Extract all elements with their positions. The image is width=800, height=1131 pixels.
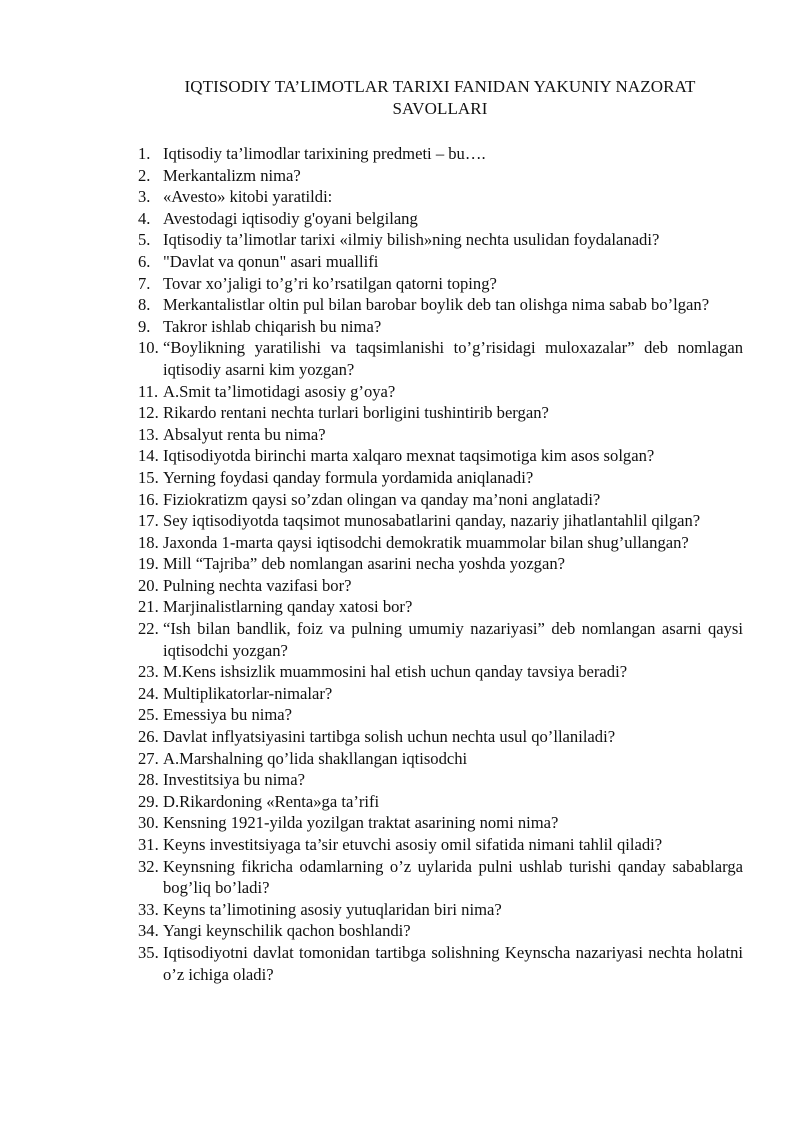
question-number: 18. bbox=[138, 532, 159, 552]
question-text: A.Marshalning qo’lida shakllangan iqtisodchi bbox=[163, 748, 468, 768]
question-item bbox=[0, 251, 800, 273]
question-item bbox=[0, 553, 800, 575]
question-number: 22. bbox=[138, 619, 159, 639]
question-text: Iqtisodiy ta’limotlar tarixi «ilmiy bilish»ning nechta usulidan foydalanadi? bbox=[163, 230, 660, 250]
question-item bbox=[0, 920, 800, 942]
question-text: A.Smit ta’limotidagi asosiy g’oya? bbox=[163, 381, 396, 401]
question-text: Davlat inflyatsiyasini tartibga solish uchun nechta usul qo’llaniladi? bbox=[163, 727, 616, 747]
question-item bbox=[0, 424, 800, 446]
question-item bbox=[0, 899, 800, 921]
question-number: 12. bbox=[138, 403, 159, 423]
question-text: Investitsiya bu nima? bbox=[163, 770, 305, 790]
question-item bbox=[0, 294, 800, 316]
question-item bbox=[0, 208, 800, 230]
question-text: Tovar xo’jaligi to’g’ri ko’rsatilgan qatorni toping? bbox=[163, 273, 497, 293]
question-text: Iqtisodiyotni davlat tomonidan tartibga solishning Keynscha nazariyasi nechta holatni o’z ichiga oladi? bbox=[163, 942, 743, 984]
question-number: 34. bbox=[138, 921, 159, 941]
question-item bbox=[0, 489, 800, 511]
question-item bbox=[0, 575, 800, 597]
question-text: Keyns ta’limotining asosiy yutuqlaridan biri nima? bbox=[163, 899, 502, 919]
question-text: Merkantalistlar oltin pul bilan barobar boylik deb tan olishga nima sabab bo’lgan? bbox=[163, 295, 710, 315]
question-text: Emessiya bu nima? bbox=[163, 705, 293, 725]
question-number: 13. bbox=[138, 424, 159, 444]
question-item bbox=[0, 337, 800, 380]
question-text: Yerning foydasi qanday formula yordamida aniqlanadi? bbox=[163, 467, 534, 487]
question-item bbox=[0, 186, 800, 208]
question-item bbox=[0, 165, 800, 187]
question-number: 14. bbox=[138, 446, 159, 466]
question-text: Rikardo rentani nechta turlari borligini tushintirib bergan? bbox=[163, 403, 549, 423]
question-number: 2. bbox=[138, 165, 151, 185]
question-number: 25. bbox=[138, 705, 159, 725]
question-text: Merkantalizm nima? bbox=[163, 165, 301, 185]
question-item bbox=[0, 445, 800, 467]
question-number: 4. bbox=[138, 208, 151, 228]
question-item bbox=[0, 856, 800, 899]
question-item bbox=[0, 467, 800, 489]
question-item bbox=[0, 704, 800, 726]
question-text: Iqtisodiy ta’limodlar tarixining predmeti – bu…. bbox=[163, 144, 486, 163]
document-title bbox=[130, 76, 750, 120]
question-item bbox=[0, 618, 800, 661]
question-number: 35. bbox=[138, 942, 159, 962]
title-line-1: IQTISODIY TA’LIMOTLAR TARIXI FANIDAN YAKUNIY NAZORAT bbox=[184, 77, 696, 96]
question-number: 5. bbox=[138, 230, 151, 250]
question-number: 28. bbox=[138, 770, 159, 790]
question-text: “Boylikning yaratilishi va taqsimlanishi to’g’risidagi muloxazalar” deb nomlagan iqtisodiy asarni kim yozgan? bbox=[163, 338, 743, 379]
question-item bbox=[0, 791, 800, 813]
question-item bbox=[0, 316, 800, 338]
question-item bbox=[0, 229, 800, 251]
question-item bbox=[0, 748, 800, 770]
question-number: 24. bbox=[138, 683, 159, 703]
question-text: Pulning nechta vazifasi bor? bbox=[163, 575, 352, 595]
question-text: Kensning 1921-yilda yozilgan traktat asarining nomi nima? bbox=[163, 813, 559, 833]
question-text: Avestodagi iqtisodiy g'oyani belgilang bbox=[163, 208, 418, 228]
question-number: 8. bbox=[138, 295, 151, 315]
question-number: 15. bbox=[138, 467, 159, 487]
question-text: Takror ishlab chiqarish bu nima? bbox=[163, 316, 382, 336]
question-item bbox=[0, 402, 800, 424]
question-number: 7. bbox=[138, 273, 151, 293]
question-number: 19. bbox=[138, 554, 159, 574]
question-number: 21. bbox=[138, 597, 159, 617]
question-item bbox=[0, 532, 800, 554]
question-text: Jaxonda 1-marta qaysi iqtisodchi demokratik muammolar bilan shug’ullangan? bbox=[163, 532, 689, 552]
question-text: Absalyut renta bu nima? bbox=[163, 424, 326, 444]
title-line-2: SAVOLLARI bbox=[392, 99, 488, 118]
question-number: 30. bbox=[138, 813, 159, 833]
question-item bbox=[0, 726, 800, 748]
question-text: Iqtisodiyotda birinchi marta xalqaro mexnat taqsimotiga kim asos solgan? bbox=[163, 446, 655, 466]
question-item bbox=[0, 273, 800, 295]
question-number: 26. bbox=[138, 727, 159, 747]
question-number: 10. bbox=[138, 338, 159, 358]
question-text: Marjinalistlarning qanday xatosi bor? bbox=[163, 597, 413, 617]
question-number: 11. bbox=[138, 381, 159, 401]
question-text: Keynsning fikricha odamlarning o’z uylarida pulni ushlab turishi qanday sabablarga bog’liq bo’ladi? bbox=[163, 856, 743, 898]
question-text: Yangi keynschilik qachon boshlandi? bbox=[163, 921, 411, 941]
question-item bbox=[0, 834, 800, 856]
question-number: 17. bbox=[138, 511, 159, 531]
question-list bbox=[0, 143, 800, 985]
question-item bbox=[0, 596, 800, 618]
question-text: Sey iqtisodiyotda taqsimot munosabatlarini qanday, nazariy jihatlantahlil qilgan? bbox=[163, 511, 701, 531]
question-item bbox=[0, 769, 800, 791]
question-number: 9. bbox=[138, 316, 151, 336]
question-text: "Davlat va qonun" asari muallifi bbox=[163, 251, 379, 271]
question-text: Fiziokratizm qaysi so’zdan olingan va qanday ma’noni anglatadi? bbox=[163, 489, 601, 509]
question-item bbox=[0, 381, 800, 403]
question-number: 27. bbox=[138, 748, 159, 768]
question-item bbox=[0, 143, 800, 165]
question-number: 33. bbox=[138, 899, 159, 919]
question-text: “Ish bilan bandlik, foiz va pulning umumiy nazariyasi” deb nomlangan asarni qaysi iqtisodchi yozgan? bbox=[163, 619, 743, 660]
question-item bbox=[0, 661, 800, 683]
question-number: 1. bbox=[138, 144, 151, 163]
question-item bbox=[0, 683, 800, 705]
question-text: D.Rikardoning «Renta»ga ta’rifi bbox=[163, 791, 380, 811]
question-item bbox=[0, 510, 800, 532]
question-text: Mill “Tajriba” deb nomlangan asarini necha yoshda yozgan? bbox=[163, 554, 566, 574]
question-number: 32. bbox=[138, 856, 159, 876]
question-text: Multiplikatorlar-nimalar? bbox=[163, 683, 333, 703]
question-number: 31. bbox=[138, 835, 159, 854]
question-number: 29. bbox=[138, 791, 159, 811]
question-text: Keyns investitsiyaga ta’sir etuvchi asosiy omil sifatida nimani tahlil qiladi? bbox=[163, 835, 663, 854]
question-item bbox=[0, 942, 800, 985]
question-number: 23. bbox=[138, 662, 159, 682]
question-number: 3. bbox=[138, 187, 151, 207]
question-number: 16. bbox=[138, 489, 159, 509]
question-text: M.Kens ishsizlik muammosini hal etish uchun qanday tavsiya beradi? bbox=[163, 662, 628, 682]
question-item bbox=[0, 812, 800, 834]
question-text: «Avesto» kitobi yaratildi: bbox=[163, 187, 333, 207]
question-number: 6. bbox=[138, 251, 151, 271]
question-number: 20. bbox=[138, 575, 159, 595]
